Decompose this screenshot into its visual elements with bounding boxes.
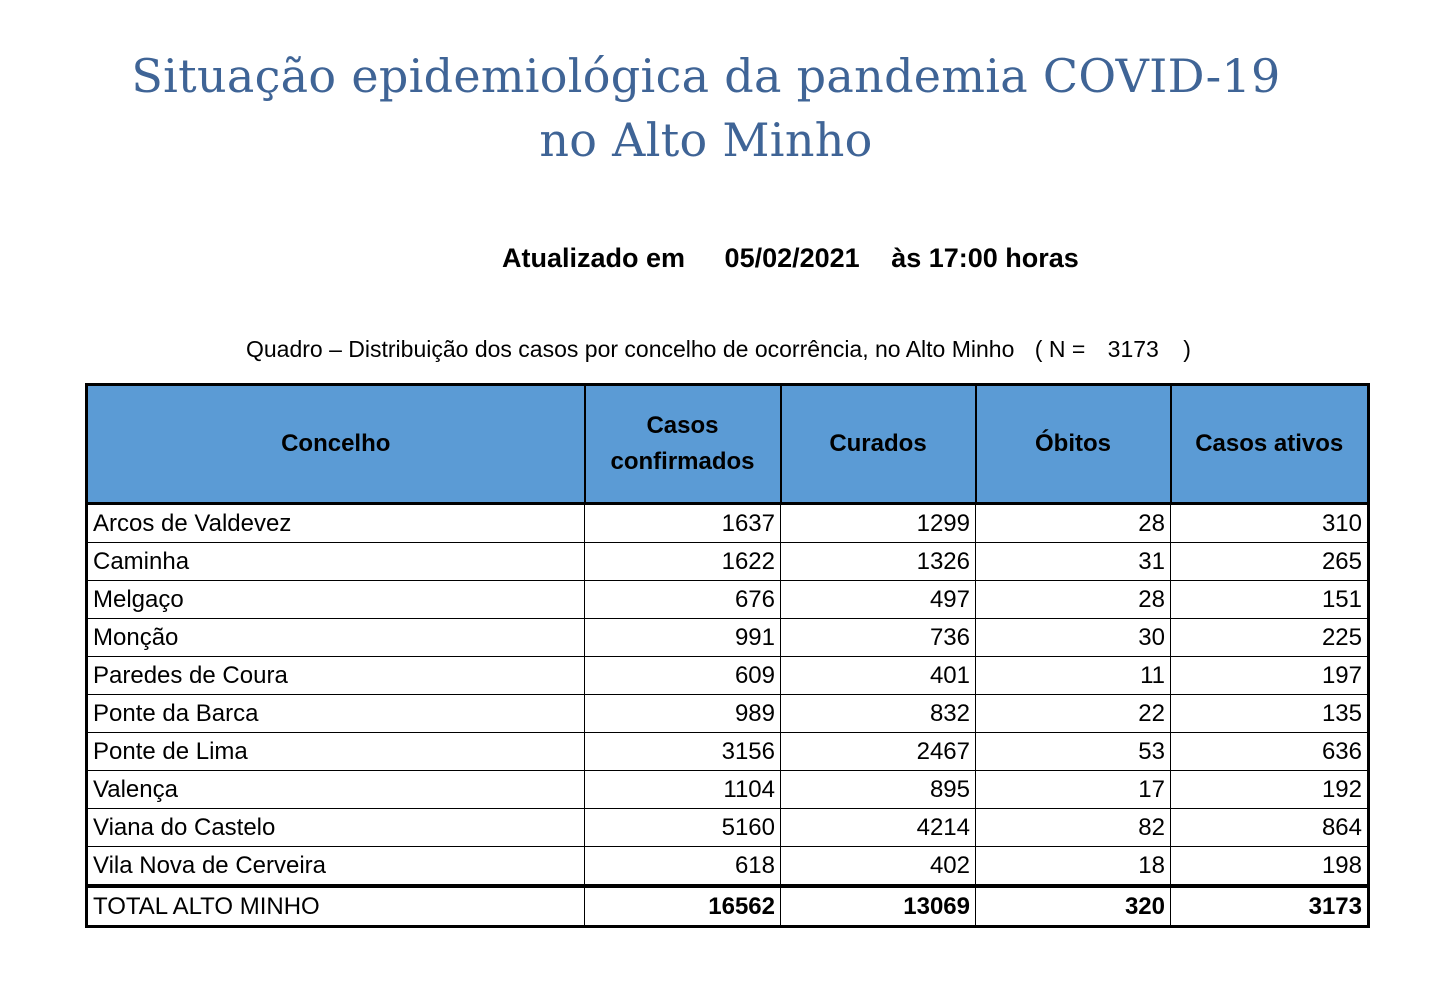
cell-concelho: Melgaço	[87, 581, 585, 619]
updated-date: 05/02/2021	[724, 243, 860, 273]
cell-obitos: 28	[976, 504, 1171, 543]
updated-time: às 17:00 horas	[891, 243, 1079, 273]
cell-obitos: 31	[976, 543, 1171, 581]
table-header-row	[87, 385, 1369, 504]
cell-curados: 736	[781, 619, 976, 657]
cell-curados: 2467	[781, 733, 976, 771]
table-row	[87, 733, 1369, 771]
table-row	[87, 809, 1369, 847]
cell-ativos: 192	[1171, 771, 1369, 809]
cell-curados: 401	[781, 657, 976, 695]
cell-concelho: Valença	[87, 771, 585, 809]
total-curados: 13069	[781, 886, 976, 927]
cell-casos: 3156	[585, 733, 781, 771]
cell-obitos: 30	[976, 619, 1171, 657]
cell-ativos: 265	[1171, 543, 1369, 581]
cell-ativos: 864	[1171, 809, 1369, 847]
header-obitos: Óbitos	[976, 385, 1171, 504]
cell-obitos: 28	[976, 581, 1171, 619]
cell-casos: 991	[585, 619, 781, 657]
cell-concelho: Viana do Castelo	[87, 809, 585, 847]
cell-curados: 402	[781, 847, 976, 887]
caption-open-paren: (	[1034, 336, 1043, 362]
cell-obitos: 18	[976, 847, 1171, 887]
cell-ativos: 198	[1171, 847, 1369, 887]
caption-close-paren: )	[1183, 336, 1191, 362]
cell-concelho: Monção	[87, 619, 585, 657]
table-body	[87, 504, 1369, 927]
cell-curados: 895	[781, 771, 976, 809]
cell-curados: 1326	[781, 543, 976, 581]
cell-curados: 4214	[781, 809, 976, 847]
caption-n-value: 3173	[1107, 336, 1159, 362]
page-title-line-2: no Alto Minho	[539, 113, 873, 167]
cell-ativos: 636	[1171, 733, 1369, 771]
cell-casos: 1104	[585, 771, 781, 809]
header-curados: Curados	[781, 385, 976, 504]
cell-curados: 497	[781, 581, 976, 619]
cell-concelho: Vila Nova de Cerveira	[87, 847, 585, 887]
table-row	[87, 847, 1369, 887]
table-row	[87, 504, 1369, 543]
table-caption	[246, 334, 1191, 364]
cell-casos: 1637	[585, 504, 781, 543]
cell-obitos: 22	[976, 695, 1171, 733]
page-title-line-1: Situação epidemiológica da pandemia COVID-19	[131, 49, 1281, 103]
updated-info	[502, 240, 1079, 276]
cell-ativos: 310	[1171, 504, 1369, 543]
total-ativos: 3173	[1171, 886, 1369, 927]
cell-casos: 1622	[585, 543, 781, 581]
cell-ativos: 135	[1171, 695, 1369, 733]
table-row	[87, 657, 1369, 695]
header-casos-ativos: Casos ativos	[1171, 385, 1369, 504]
cell-obitos: 82	[976, 809, 1171, 847]
cell-ativos: 197	[1171, 657, 1369, 695]
table-row	[87, 619, 1369, 657]
total-casos: 16562	[585, 886, 781, 927]
table-row	[87, 543, 1369, 581]
header-casos-line2: confirmados	[610, 448, 755, 475]
updated-label: Atualizado em	[502, 243, 686, 273]
cell-concelho: Ponte da Barca	[87, 695, 585, 733]
table-row	[87, 771, 1369, 809]
cell-casos: 609	[585, 657, 781, 695]
cases-table	[85, 383, 1370, 928]
cell-concelho: Paredes de Coura	[87, 657, 585, 695]
cell-curados: 832	[781, 695, 976, 733]
cell-casos: 989	[585, 695, 781, 733]
caption-text: Quadro – Distribuição dos casos por concelho de ocorrência, no Alto Minho	[246, 336, 1015, 362]
cell-obitos: 17	[976, 771, 1171, 809]
cell-concelho: Arcos de Valdevez	[87, 504, 585, 543]
cell-curados: 1299	[781, 504, 976, 543]
cell-casos: 618	[585, 847, 781, 887]
cell-obitos: 11	[976, 657, 1171, 695]
header-concelho: Concelho	[87, 385, 585, 504]
table-row	[87, 695, 1369, 733]
total-obitos: 320	[976, 886, 1171, 927]
cell-obitos: 53	[976, 733, 1171, 771]
cell-concelho: Ponte de Lima	[87, 733, 585, 771]
cell-casos: 5160	[585, 809, 781, 847]
cell-casos: 676	[585, 581, 781, 619]
caption-n-label: N =	[1048, 336, 1086, 362]
header-casos-confirmados	[585, 385, 781, 504]
total-label: TOTAL ALTO MINHO	[87, 886, 585, 927]
cell-concelho: Caminha	[87, 543, 585, 581]
cell-ativos: 151	[1171, 581, 1369, 619]
table-total-row	[87, 886, 1369, 927]
header-casos-line1: Casos	[646, 412, 719, 439]
table-row	[87, 581, 1369, 619]
cell-ativos: 225	[1171, 619, 1369, 657]
